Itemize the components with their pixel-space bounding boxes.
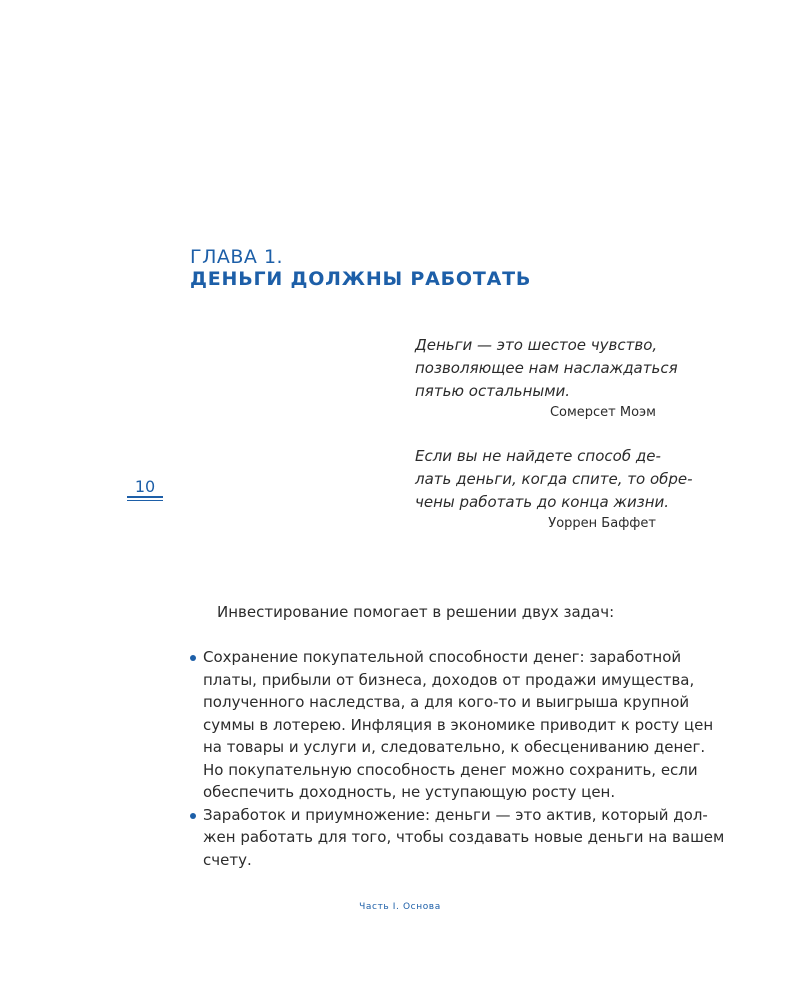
list-item-line: полученного наследства, а для кого-то и выигрыша крупной: [203, 693, 690, 711]
page-number-underline: [127, 496, 163, 498]
epigraph-author: Сомерсет Моэм: [549, 405, 656, 420]
bullet-icon: [190, 813, 196, 819]
list-item: [190, 804, 725, 872]
epigraph-line: Деньги — это шестое чувство,: [415, 336, 658, 354]
list-item-line: на товары и услуги и, следовательно, к обесцениванию денег.: [203, 738, 706, 756]
list-item-line: жен работать для того, чтобы создавать новые деньги на вашем: [203, 828, 725, 846]
bullet-list: [190, 646, 725, 871]
list-item-line: обеспечить доходность, не уступающую росту цен.: [203, 783, 616, 801]
list-item-line: Сохранение покупательной способности денег: заработной: [203, 648, 682, 666]
running-footer: Часть I. Основа: [359, 902, 441, 912]
epigraph-author: Уоррен Баффет: [548, 516, 656, 531]
list-item-line: суммы в лотерею. Инфляция в экономике приводит к росту цен: [203, 715, 714, 734]
epigraph-quote: [415, 334, 678, 403]
chapter-number: ГЛАВА 1.: [190, 246, 284, 268]
chapter-title: ДЕНЬГИ ДОЛЖНЫ РАБОТАТЬ: [190, 268, 532, 290]
list-item: [190, 646, 714, 804]
list-item-line: платы, прибыли от бизнеса, доходов от продажи имущества,: [203, 670, 695, 689]
list-item-line: Заработок и приумножение: деньги — это актив, который дол-: [203, 805, 708, 824]
epigraph: [415, 334, 678, 420]
epigraph-line: пятью остальными.: [415, 382, 571, 400]
epigraph-line: лать деньги, когда спите, то обре-: [415, 470, 693, 488]
epigraph-line: Если вы не найдете способ де-: [415, 447, 661, 465]
epigraph-quote: [415, 445, 693, 514]
epigraph-line: позволяющее нам наслаждаться: [415, 359, 678, 377]
intro-paragraph: Инвестирование помогает в решении двух задач:: [217, 603, 615, 621]
bullet-icon: [190, 655, 196, 661]
page-number-underline: [127, 500, 163, 501]
epigraph-line: чены работать до конца жизни.: [415, 493, 670, 511]
list-item-line: счету.: [203, 850, 252, 869]
page-number: 10: [134, 477, 156, 496]
epigraph: [415, 445, 693, 531]
list-item-line: Но покупательную способность денег можно сохранить, если: [203, 760, 698, 779]
